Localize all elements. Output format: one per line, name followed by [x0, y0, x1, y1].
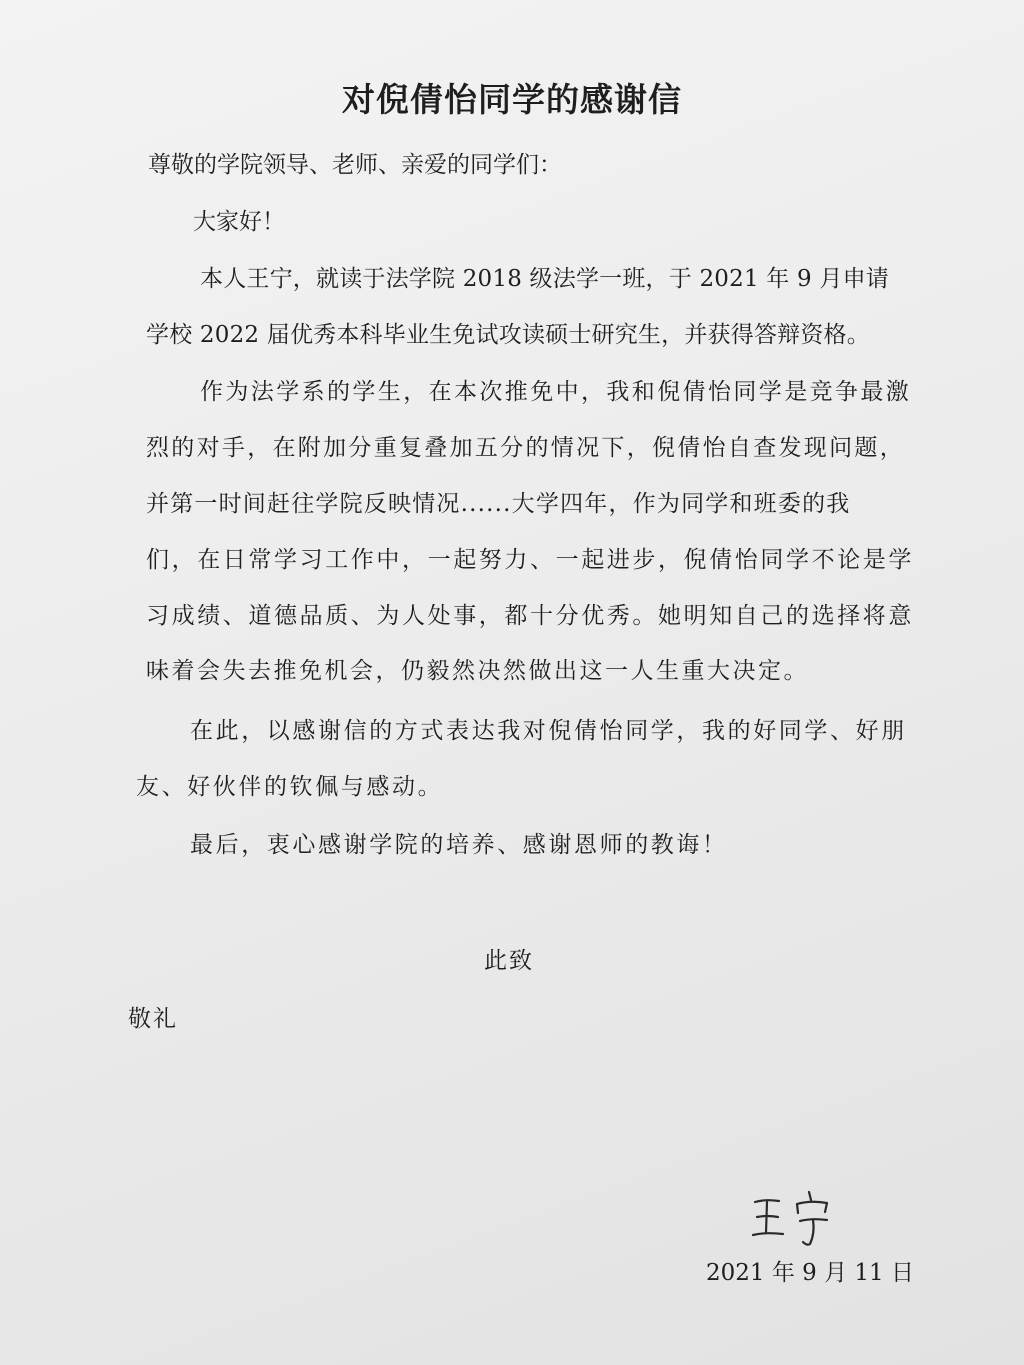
body-line-10: 友、好伙伴的钦佩与感动。	[136, 774, 444, 800]
body-line-7: 习成绩、道德品质、为人处事，都十分优秀。她明知自己的选择将意	[146, 603, 914, 629]
body-line-11: 最后，衷心感谢学院的培养、感谢恩师的教诲！	[190, 832, 728, 858]
body-line-6: 们，在日常学习工作中，一起努力、一起进步，倪倩怡同学不论是学	[146, 547, 914, 573]
body-line-2: 学校 2022 届优秀本科毕业生免试攻读硕士研究生，并获得答辩资格。	[146, 322, 870, 348]
body-line-5: 并第一时间赶往学院反映情况......大学四年，作为同学和班委的我	[146, 491, 851, 517]
body-line-4: 烈的对手，在附加分重复叠加五分的情况下，倪倩怡自查发现问题，	[146, 435, 905, 461]
body-line-1: 本人王宁，就读于法学院 2018 级法学一班，于 2021 年 9 月申请	[200, 266, 889, 292]
salutation: 尊敬的学院领导、老师、亲爱的同学们：	[148, 152, 562, 178]
greeting: 大家好！	[193, 209, 285, 235]
closing-jingli: 敬礼	[128, 1006, 178, 1032]
letter-date: 2021 年 9 月 11 日	[706, 1260, 914, 1286]
letter-title: 对倪倩怡同学的感谢信	[342, 80, 682, 119]
body-line-9: 在此，以感谢信的方式表达我对倪倩怡同学，我的好同学、好朋	[190, 718, 907, 744]
closing-cizhi: 此致	[484, 948, 534, 974]
body-line-3: 作为法学系的学生，在本次推免中，我和倪倩怡同学是竞争最激	[200, 379, 912, 405]
handwritten-signature	[745, 1188, 845, 1248]
body-line-8: 味着会失去推免机会，仍毅然决然做出这一人生重大决定。	[146, 658, 809, 684]
